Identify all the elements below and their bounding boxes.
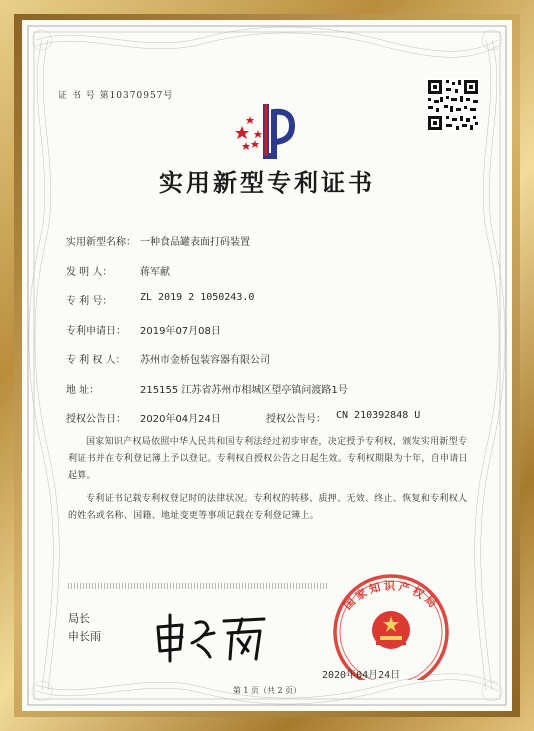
signatory-name: 申长雨 [68,630,101,643]
announce-number-value: CN 210392848 U [336,410,421,421]
certificate-paragraph-2: 专利证书记载专利权登记时的法律状况。专利权的转移、质押、无效、终止、恢复和专利权人的姓名或名称、国籍、地址变更等事项记载在专利登记簿上。 [68,494,468,521]
handwritten-signature [152,605,272,665]
announce-number-label: 授权公告号： [266,414,326,425]
address-value: 215155 江苏省苏州市相城区望亭镇问渡路1号 [140,385,348,396]
filing-date-value: 2019年07月08日 [140,326,221,337]
official-seal [318,570,464,680]
svg-text:国家知识产权局: 国家知识产权局 [341,579,441,613]
owner-value: 苏州市金桥包装容器有限公司 [140,355,270,366]
certificate-paragraph-1: 国家知识产权局依照中华人民共和国专利法经过初步审查，决定授予专利权，颁发实用新型专利证书并在专利登记簿上予以登记。专利权自授权公告之日起生效。专利权期限为十年，自申请日起算。 [68,437,468,481]
announce-date-value: 2020年04月24日 [140,414,221,425]
patent-number-value: ZL 2019 2 1050243.0 [140,292,255,303]
qr-code [426,78,480,132]
inventor-value: 蒋军献 [140,267,170,278]
name-value: 一种食品罐表面打码装置 [140,237,250,248]
name-label: 实用新型名称： [66,237,136,248]
certificate-paper [22,20,512,711]
inventor-label: 发 明 人： [66,267,113,278]
patent-office-logo [228,96,308,160]
seal-date: 2020年04月24日 [322,670,401,681]
certificate-title: 实用新型专利证书 [159,169,375,197]
micro-barcode-strip [68,583,328,589]
signatory-title: 局长 [68,612,90,625]
patent-number-label: 专 利 号： [66,296,113,307]
announce-date-label: 授权公告日： [66,414,126,425]
certificate-number: 证 书 号 第10370957号 [58,91,174,101]
owner-label: 专 利 权 人： [66,355,126,366]
address-label: 地 址： [66,385,100,396]
filing-date-label: 专利申请日： [66,326,126,337]
page-footer: 第 1 页（共 2 页） [232,686,302,695]
